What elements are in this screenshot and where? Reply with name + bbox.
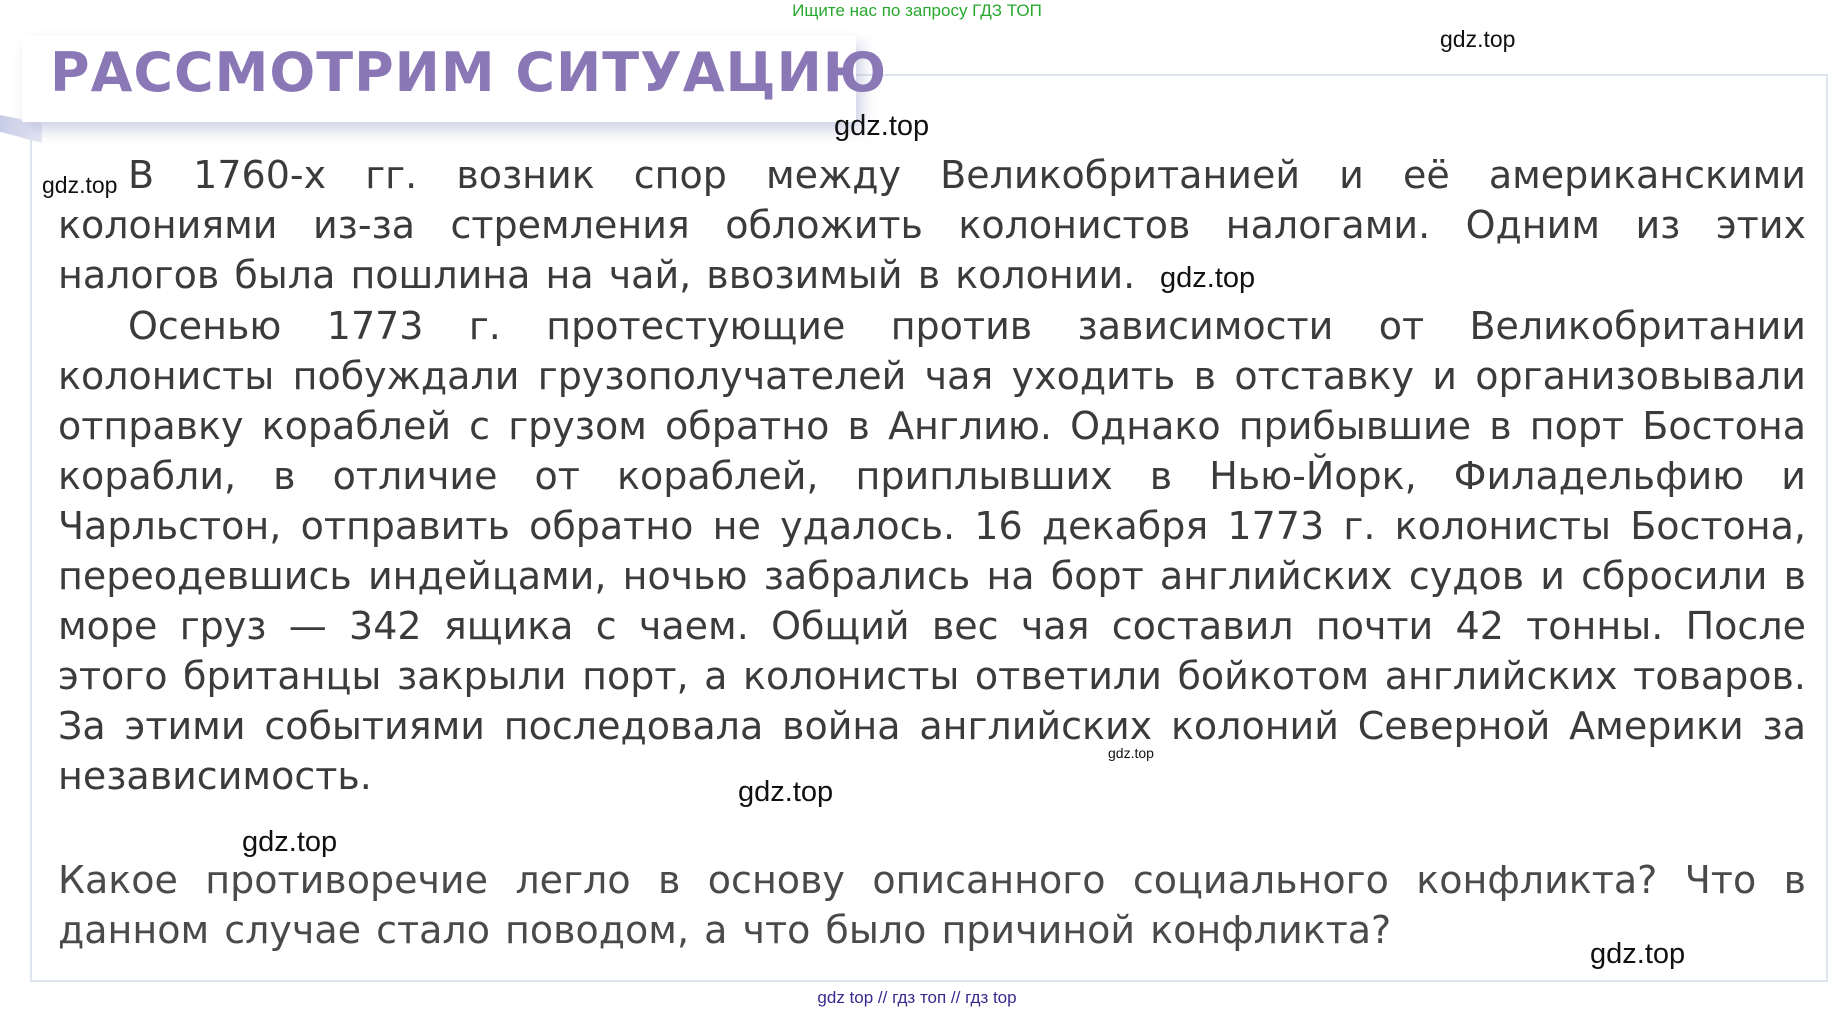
paragraph-text: В 1760-х гг. возник спор между Великобританией и её американскими колониями из-за стремления обложить колонистов налогами. Одним из этих налогов была пошлина на чай, ввозимый в колонии. xyxy=(58,153,1806,297)
watermark: gdz.top xyxy=(738,776,834,808)
watermark: gdz.top xyxy=(1440,26,1516,52)
paragraph-text: Осенью 1773 г. протестующие против зависимости от Великобритании колонисты побуждали грузополучателей чая уходить в отставку и организовывали отправку кораблей с грузом обратно в Англию. Однако прибывшие в порт Бостона корабли, в отличие от кораблей, приплывших в Нью-Йорк, Филадельфию и Чарльстон, отправить обратно не удалось. 16 декабря 1773 г. колонисты Бостона, переодевшись индейцами, ночью забрались на борт английских судов и сбросили в море груз — 342 ящика с чаем. Общий вес чая составил почти 42 тонны. После этого британцы закрыли порт, а колонисты ответили бойкотом английских товаров. За этими событиями последовала война английских колоний Северной Америки за независимость. xyxy=(58,304,1806,798)
watermark: gdz.top xyxy=(42,172,118,198)
watermark: gdz.top xyxy=(834,110,930,142)
footer-links: gdz top // гдз топ // гдз top xyxy=(817,988,1017,1007)
top-banner: Ищите нас по запросу ГДЗ ТОП xyxy=(792,1,1042,20)
watermark: gdz.top xyxy=(242,826,338,858)
story-paragraph-1 xyxy=(58,150,1806,300)
question-text: Какое противоречие легло в основу описанного социального конфликта? Что в данном случае стало поводом, а что было причиной конфликта? xyxy=(58,858,1806,952)
question-block xyxy=(58,855,1806,955)
story-paragraph-2 xyxy=(58,301,1806,801)
watermark: gdz.top xyxy=(1160,262,1256,294)
watermark: gdz.top xyxy=(1590,938,1686,970)
watermark: gdz.top xyxy=(1108,745,1154,761)
section-heading: РАССМОТРИМ СИТУАЦИЮ xyxy=(50,41,888,104)
